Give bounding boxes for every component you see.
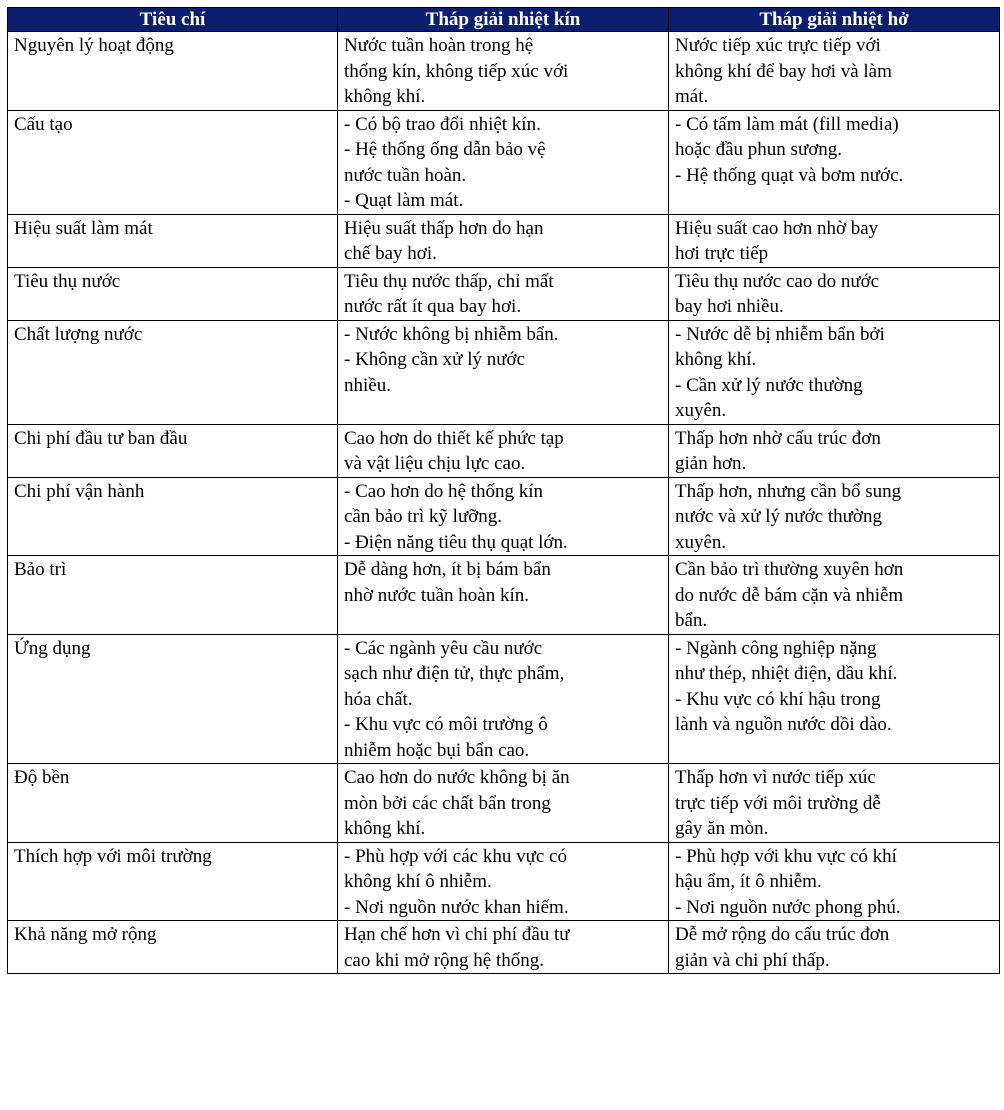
cell-text-line: sạch như điện tử, thực phẩm, [344, 663, 565, 684]
table-row [8, 921, 1000, 974]
cell-text-line: bay hơi nhiều. [675, 296, 784, 317]
cell-text-line: giản và chi phí thấp. [675, 949, 830, 971]
cell-text-line: Hiệu suất làm mát [14, 217, 153, 239]
open-tower-cell [669, 842, 1000, 921]
comparison-table [7, 7, 1000, 974]
cell-text-line: Tiêu thụ nước cao do nước [675, 270, 880, 292]
open-tower-cell [669, 556, 1000, 635]
open-tower-cell [669, 110, 1000, 214]
cell-text-line: cần bảo trì kỹ lưỡng. [344, 506, 503, 527]
cell-text-line: bẩn. [675, 610, 708, 631]
cell-text-line: Tiêu thụ nước thấp, chỉ mất [344, 270, 554, 292]
table-row [8, 424, 1000, 477]
closed-tower-cell [338, 267, 669, 320]
cell-text-line: Thích hợp với môi trường [14, 845, 212, 867]
cell-text-line: - Khu vực có khí hậu trong [675, 688, 881, 710]
table-row [8, 842, 1000, 921]
cell-text-line: Cấu tạo [14, 113, 73, 135]
closed-tower-cell [338, 842, 669, 921]
cell-text-line: thống kín, không tiếp xúc với [344, 60, 569, 82]
cell-text-line: mát. [675, 86, 709, 107]
closed-tower-cell [338, 424, 669, 477]
cell-text-line: lành và nguồn nước dồi dào. [675, 714, 892, 735]
cell-text-line: - Các ngành yêu cầu nước [344, 637, 543, 659]
cell-text-line: gây ăn mòn. [675, 818, 769, 839]
cell-text-line: Hạn chế hơn vì chi phí đầu tư [344, 924, 570, 945]
cell-text-line: - Nước dễ bị nhiễm bẩn bởi [675, 323, 885, 345]
header-criterion: Tiêu chí [8, 8, 338, 32]
cell-text-line: nhiều. [344, 374, 391, 396]
cell-text-line: - Có tấm làm mát (fill media) [675, 113, 899, 135]
cell-text-line: Nước tiếp xúc trực tiếp với [675, 35, 881, 56]
criterion-cell [8, 320, 338, 424]
cell-text-line: không khí. [344, 818, 426, 839]
cell-text-line: Bảo trì [14, 559, 67, 580]
cell-text-line: hóa chất. [344, 688, 413, 710]
cell-text-line: Chi phí đầu tư ban đầu [14, 427, 188, 449]
table-body [8, 32, 1000, 974]
cell-text-line: - Khu vực có môi trường ô [344, 714, 548, 735]
table-row [8, 320, 1000, 424]
cell-text-line: Thấp hơn nhờ cấu trúc đơn [675, 427, 881, 449]
cell-text-line: nhờ nước tuần hoàn kín. [344, 584, 529, 606]
cell-text-line: Chất lượng nước [14, 323, 143, 345]
closed-tower-cell [338, 556, 669, 635]
cell-text-line: - Phù hợp với khu vực có khí [675, 845, 897, 867]
criterion-cell [8, 477, 338, 556]
open-tower-cell [669, 424, 1000, 477]
cell-text-line: nước rất ít qua bay hơi. [344, 296, 522, 317]
cell-text-line: Ứng dụng [14, 637, 91, 659]
cell-text-line: mòn bởi các chất bẩn trong [344, 792, 551, 814]
cell-text-line: Hiệu suất thấp hơn do hạn [344, 217, 544, 239]
cell-text-line: - Có bộ trao đổi nhiệt kín. [344, 113, 541, 135]
open-tower-cell [669, 921, 1000, 974]
cell-text-line: không khí. [675, 349, 757, 370]
open-tower-cell [669, 634, 1000, 764]
criterion-cell [8, 214, 338, 267]
cell-text-line: và vật liệu chịu lực cao. [344, 453, 526, 474]
cell-text-line: Khả năng mở rộng [14, 924, 157, 945]
cell-text-line: hậu ẩm, ít ô nhiễm. [675, 871, 822, 892]
cell-text-line: Tiêu thụ nước [14, 270, 121, 292]
cell-text-line: - Nơi nguồn nước khan hiếm. [344, 896, 569, 918]
cell-text-line: Dễ mở rộng do cấu trúc đơn [675, 924, 890, 945]
cell-text-line: - Cao hơn do hệ thống kín [344, 480, 543, 502]
cell-text-line: như thép, nhiệt điện, dầu khí. [675, 663, 898, 684]
criterion-cell [8, 110, 338, 214]
cell-text-line: Thấp hơn, nhưng cần bổ sung [675, 480, 902, 502]
table-row [8, 556, 1000, 635]
cell-text-line: do nước dễ bám cặn và nhiễm [675, 584, 904, 606]
closed-tower-cell [338, 110, 669, 214]
open-tower-cell [669, 267, 1000, 320]
criterion-cell [8, 267, 338, 320]
closed-tower-cell [338, 214, 669, 267]
table-row [8, 267, 1000, 320]
table-row [8, 477, 1000, 556]
table-header-row [8, 8, 1000, 32]
cell-text-line: chế bay hơi. [344, 243, 437, 264]
cell-text-line: Cần bảo trì thường xuyên hơn [675, 559, 904, 580]
closed-tower-cell [338, 477, 669, 556]
open-tower-cell [669, 32, 1000, 111]
cell-text-line: cao khi mở rộng hệ thống. [344, 949, 545, 971]
cell-text-line: - Nơi nguồn nước phong phú. [675, 896, 901, 918]
cell-text-line: Hiệu suất cao hơn nhờ bay [675, 217, 879, 239]
cell-text-line: Nguyên lý hoạt động [14, 35, 174, 56]
criterion-cell [8, 921, 338, 974]
criterion-cell [8, 32, 338, 111]
closed-tower-cell [338, 320, 669, 424]
header-open-tower: Tháp giải nhiệt hở [669, 8, 1000, 32]
cell-text-line: Độ bền [14, 767, 70, 788]
cell-text-line: - Hệ thống quạt và bơm nước. [675, 164, 904, 186]
cell-text-line: nước và xử lý nước thường [675, 506, 882, 527]
table-row [8, 214, 1000, 267]
criterion-cell [8, 634, 338, 764]
cell-text-line: giản hơn. [675, 453, 747, 474]
cell-text-line: không khí. [344, 86, 426, 107]
cell-text-line: hoặc đầu phun sương. [675, 139, 843, 160]
cell-text-line: trực tiếp với môi trường dễ [675, 792, 881, 814]
cell-text-line: - Nước không bị nhiễm bẩn. [344, 323, 559, 345]
header-closed-tower: Tháp giải nhiệt kín [338, 8, 669, 32]
closed-tower-cell [338, 32, 669, 111]
cell-text-line: Dễ dàng hơn, ít bị bám bẩn [344, 559, 551, 580]
cell-text-line: nước tuần hoàn. [344, 164, 467, 186]
table-row [8, 110, 1000, 214]
cell-text-line: - Quạt làm mát. [344, 190, 464, 211]
cell-text-line: nhiễm hoặc bụi bẩn cao. [344, 739, 530, 761]
cell-text-line: xuyên. [675, 400, 727, 421]
cell-text-line: không khí ô nhiễm. [344, 871, 492, 892]
cell-text-line: - Cần xử lý nước thường [675, 374, 863, 396]
criterion-cell [8, 842, 338, 921]
cell-text-line: - Hệ thống ống dẫn bảo vệ [344, 139, 546, 160]
cell-text-line: không khí để bay hơi và làm [675, 60, 892, 82]
cell-text-line: hơi trực tiếp [675, 243, 769, 264]
cell-text-line: Nước tuần hoàn trong hệ [344, 35, 534, 56]
cell-text-line: Thấp hơn vì nước tiếp xúc [675, 767, 876, 788]
table-row [8, 764, 1000, 843]
comparison-table-wrapper [7, 7, 999, 974]
open-tower-cell [669, 214, 1000, 267]
closed-tower-cell [338, 764, 669, 843]
criterion-cell [8, 764, 338, 843]
open-tower-cell [669, 477, 1000, 556]
cell-text-line: Cao hơn do nước không bị ăn [344, 767, 570, 788]
table-row [8, 32, 1000, 111]
open-tower-cell [669, 320, 1000, 424]
cell-text-line: Chi phí vận hành [14, 480, 145, 502]
closed-tower-cell [338, 921, 669, 974]
closed-tower-cell [338, 634, 669, 764]
table-row [8, 634, 1000, 764]
cell-text-line: xuyên. [675, 531, 727, 553]
criterion-cell [8, 556, 338, 635]
criterion-cell [8, 424, 338, 477]
cell-text-line: - Ngành công nghiệp nặng [675, 637, 877, 659]
cell-text-line: - Điện năng tiêu thụ quạt lớn. [344, 531, 568, 553]
cell-text-line: - Phù hợp với các khu vực có [344, 845, 567, 867]
cell-text-line: Cao hơn do thiết kế phức tạp [344, 427, 564, 449]
cell-text-line: - Không cần xử lý nước [344, 349, 526, 370]
open-tower-cell [669, 764, 1000, 843]
